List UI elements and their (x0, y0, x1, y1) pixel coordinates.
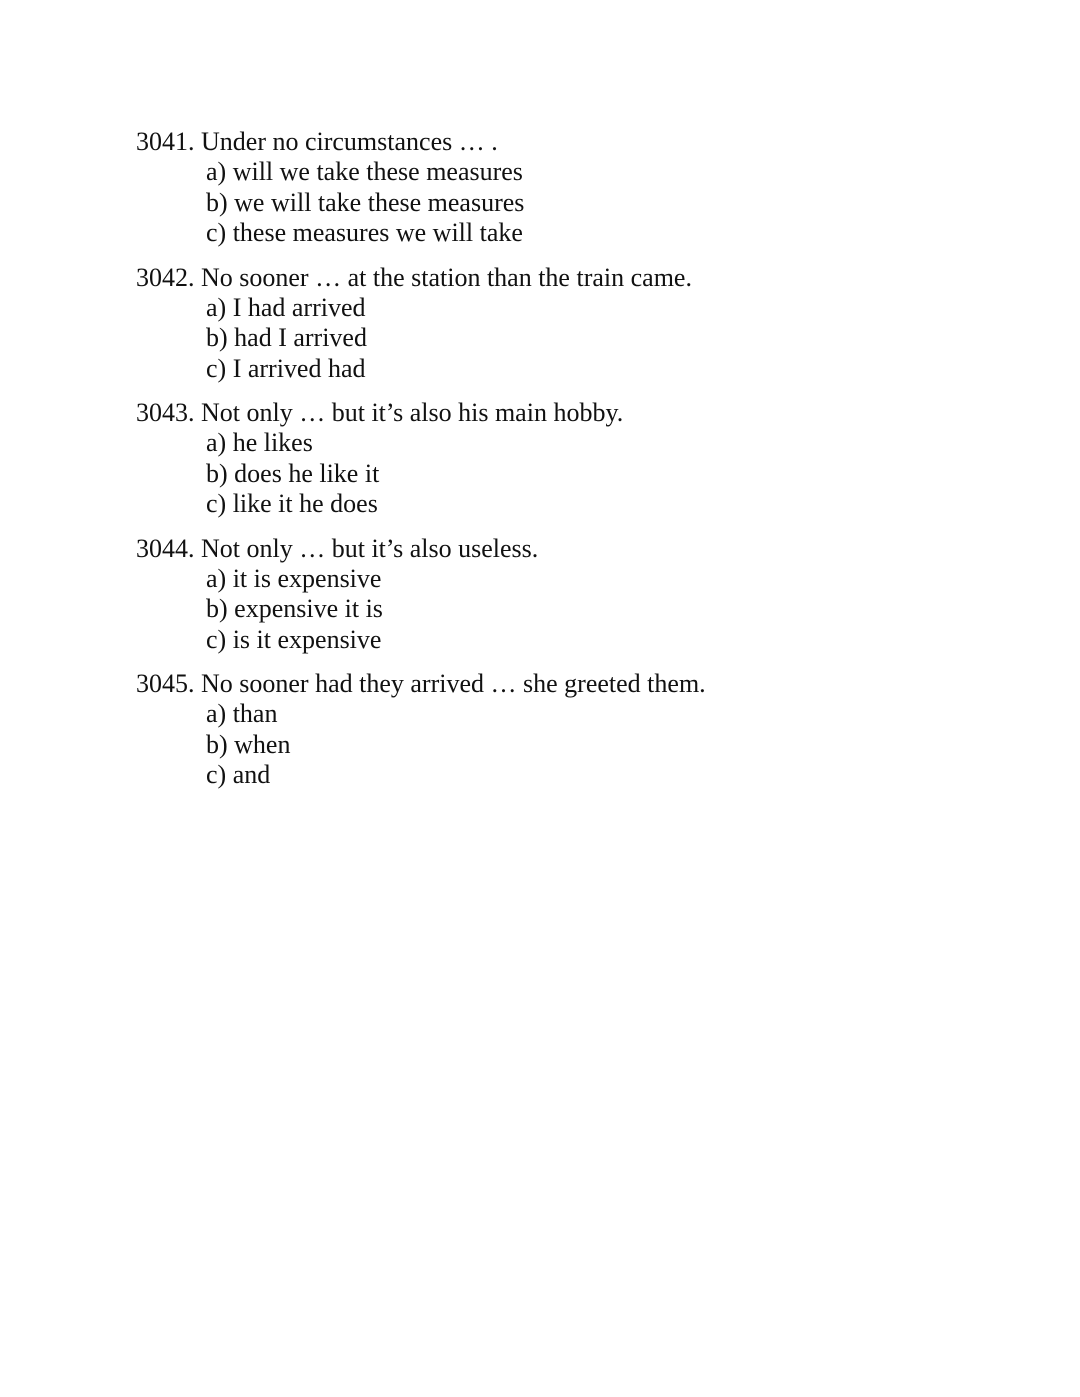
option-b: b) had I arrived (206, 323, 367, 352)
option-c: c) and (206, 760, 271, 789)
option-b: b) when (206, 729, 291, 759)
option-a: a) he likes (206, 428, 313, 457)
question-stem: 3044. Not only … but it’s also useless. (136, 533, 539, 563)
question-stem: 3043. Not only … but it’s also his main hobby. (136, 398, 624, 427)
option-b: b) expensive it is (206, 594, 383, 623)
question-3043 (136, 398, 1036, 520)
question-stem: 3041. Under no circumstances … . (136, 127, 498, 156)
option-a: a) it is expensive (206, 563, 382, 593)
question-3042 (136, 263, 1036, 385)
question-3045 (136, 669, 1036, 791)
option-c: c) is it expensive (206, 624, 382, 654)
question-stem: 3042. No sooner … at the station than the train came. (136, 262, 692, 292)
question-stem: 3045. No sooner had they arrived … she greeted them. (136, 669, 706, 698)
option-c: c) like it he does (206, 489, 378, 518)
option-c: c) I arrived had (206, 353, 366, 383)
option-a: a) I had arrived (206, 292, 366, 322)
option-c: c) these measures we will take (206, 218, 523, 247)
option-b: b) we will take these measures (206, 187, 525, 217)
option-b: b) does he like it (206, 458, 380, 488)
question-3044 (136, 534, 1036, 656)
option-a: a) will we take these measures (206, 157, 523, 186)
option-a: a) than (206, 699, 278, 728)
document-page (136, 127, 1036, 805)
question-3041 (136, 127, 1036, 249)
